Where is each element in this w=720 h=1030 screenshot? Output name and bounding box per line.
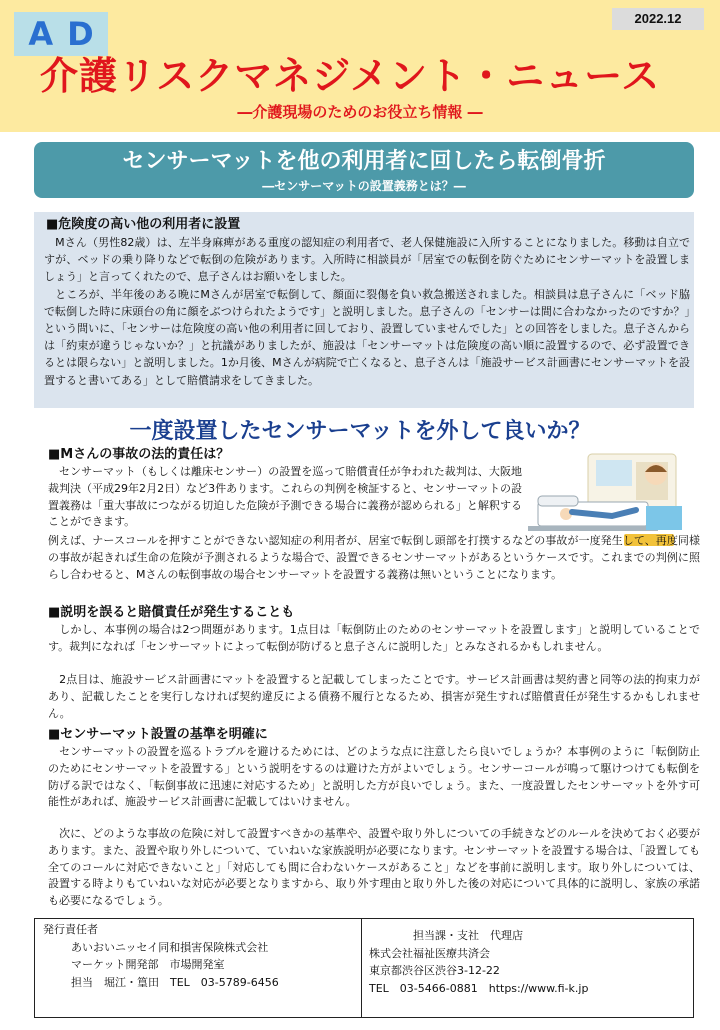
section-liability-p1: センサーマット（もしくは離床センサー）の設置を巡って賠償責任が争われた裁判は、大阪地裁判決（平成29年2月2日）など3件あります。これらの判例を検証すると、センサーマットの設置義務は「重大事故につながる切迫した危険が予測できる場合に義務が認められる」と解釈することができます。 xyxy=(48,465,522,529)
issue-date: 2022.12 xyxy=(612,8,704,30)
agent-address: 東京都渋谷区渋谷3-12-22 xyxy=(369,964,500,977)
case-paragraph: Mさん（男性82歳）は、左半身麻痺がある重度の認知症の利用者で、老人保健施設に入所することになりました。移動は自立ですが、ベッドの乗り降りなどで転倒の危険があります。入所時に相談員が「居室での転倒を防ぐためにセンサーマットを設置しましょう」と言ってくれたので、息子さんはお願いをしました。 xyxy=(44,236,690,284)
article-banner xyxy=(34,142,694,198)
agent-contact: TEL 03-5466-0881 https://www.fi-k.jp xyxy=(369,981,589,995)
section-heading-criteria: ■センサーマット設置の基準を明確に xyxy=(48,727,268,742)
publisher-info xyxy=(43,921,279,991)
case-heading: ■危険度の高い他の利用者に設置 xyxy=(46,217,241,232)
section-explanation-p2: 2点目は、施設サービス計画書にマットを設置すると記載してしまったことです。サービス計画書は契約書と同等の法的拘束力があり、記載したことを実行しなければ契約違反による債務不履行となるため、損害が発生すれば賠償責任が発生するかもしれません。 xyxy=(48,673,700,720)
header-band xyxy=(0,0,720,132)
section-explanation-p1: しかし、本事例の場合は2つ問題があります。1点目は「転倒防止のためのセンサーマットを設置します」と説明していることです。裁判になれば「センサーマットによって転倒が防げると息子さんに説明した」とみなされるかもしれません。 xyxy=(48,623,700,653)
footer-contact-box xyxy=(34,918,694,1018)
case-body xyxy=(44,234,690,389)
publisher-label: 発行責任者 xyxy=(43,923,98,936)
section-heading-liability: ■Mさんの事故の法的責任は？ xyxy=(48,447,230,462)
agent-name: 株式会社福祉医療共済会 xyxy=(369,946,490,960)
footer-divider xyxy=(361,919,362,1017)
section-criteria-p1: センサーマットの設置を巡るトラブルを避けるためには、どのような点に注意したら良いでしょうか？本事例のように「転倒防止のためにセンサーマットを設置する」という説明をするのは避けた方がよいでしょう。センサーコールが鳴って駆けつけても転倒を防げる訳ではなく、「転倒事故に迅速に対応するため」と説明した方が良いでしょう。また、一度設置したセンサーマットを外す可能性があれば、施設サービス計画書に記載してはいけません。 xyxy=(48,745,700,809)
question-title: 一度設置したセンサーマットを外して良いか？ xyxy=(129,419,591,444)
publisher-contact: 担当 堀江・篁田 TEL 03-5789-6456 xyxy=(71,975,279,989)
section-criteria-p2: 次に、どのような事故の危険に対して設置すべきかの基準や、設置や取り外しについての手続きなどのルールを決めておく必要があります。また、設置や取り外しについて、ていねいな家族説明が必要になります。センサーマットを設置する場合は、「設置しても全てのコールに対応できないこと」「対応しても間に合わないケースがあること」などを事前に説明します。取り外しについては、設置する時よりもていねいな対応が必要となりますから、取り外す理由と取り外した後の対応について具体的に説明し、家族の承諾も必要になるでしょう。 xyxy=(48,827,700,908)
newsletter-title: 介護リスクマネジメント・ニュース xyxy=(40,54,661,98)
article-subtitle: ―センサーマットの設置義務とは？― xyxy=(262,179,466,193)
section-heading-explanation: ■説明を誤ると賠償責任が発生することも xyxy=(48,605,295,620)
publisher-company: あいおいニッセイ同和損害保険株式会社 xyxy=(71,940,269,954)
agent-info xyxy=(369,927,689,997)
ad-logo: AD xyxy=(14,12,108,56)
section-liability-p2: 例えば、ナースコールを押すことができない認知症の利用者が、居室で転倒し頭部を打撲するなどの事故が一度発生して、再度同様の事故が起きれば生命の危険が予測されるような場合で、設置できるセンサーマットがあるというケースです。これまでの判例に照らし合わせると、Mさんの転倒事故の場合センサーマットを設置する義務は無いということになります。 xyxy=(48,534,700,581)
publisher-department: マーケット開発部 市場開発室 xyxy=(71,958,225,971)
case-paragraph: ところが、半年後のある晩にMさんが居室で転倒して、顔面に裂傷を負い救急搬送されました。相談員は息子さんに「ベッド脇で転倒した時に床頭台の角に顔をぶつけられたようです」と説明しました。息子さんの「センサーは間に合わなかったのですか？」という問いに、「センサーは危険度の高い他の利用者に回しており、設置していませんでした」との回答をしました。息子さんからは「約束が違うじゃないか？」と抗議がありましたが、施設は「センサーマットは危険度の高い順に設置するので、必ず設置できるとは限らない」と説明しました。1か月後、Mさんが病院で亡くなると、息子さんは「施設サービス計画書にセンサーマットを設置すると書いてある」として賠償請求をしてきました。 xyxy=(44,287,690,387)
article-title: センサーマットを他の利用者に回したら転倒骨折 xyxy=(122,149,606,174)
case-section xyxy=(34,212,694,408)
newsletter-subtitle: ―介護現場のためのお役立ち情報 ― xyxy=(237,103,483,121)
agent-label: 担当課・支社 代理店 xyxy=(413,929,523,942)
